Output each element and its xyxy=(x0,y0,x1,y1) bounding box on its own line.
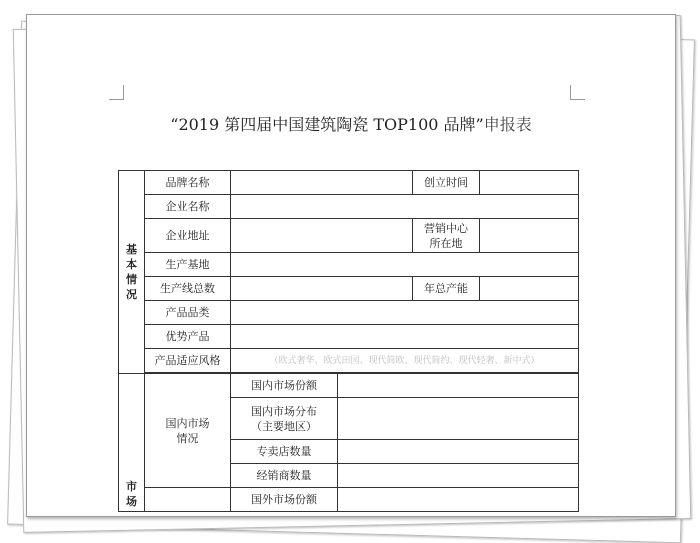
field-brand-name[interactable] xyxy=(231,171,413,195)
styles-hint: （欧式奢华、欧式田园、现代简欧、现代简约、现代轻奢、新中式） xyxy=(269,356,540,366)
label-product-categories: 产品品类 xyxy=(145,301,231,325)
field-founded[interactable] xyxy=(480,171,579,195)
field-domestic-distribution[interactable] xyxy=(338,398,579,440)
label-company-address: 企业地址 xyxy=(145,219,231,253)
crop-mark-top-right xyxy=(570,85,585,100)
field-production-base[interactable] xyxy=(231,253,579,277)
group-label-domestic-text: 国内市场情况 xyxy=(165,416,210,445)
group-label-domestic xyxy=(145,374,231,488)
field-advantage-products[interactable] xyxy=(231,325,579,349)
label-company-name: 企业名称 xyxy=(145,195,231,219)
field-stores[interactable] xyxy=(338,440,579,464)
field-product-categories[interactable] xyxy=(231,301,579,325)
title-suffix: 申报表 xyxy=(483,115,532,134)
section-label-market xyxy=(119,374,145,512)
label-sales-center-text: 营销中心所在地 xyxy=(424,221,468,250)
document-page xyxy=(26,14,676,517)
label-advantage-products: 优势产品 xyxy=(145,325,231,349)
section-label-basic xyxy=(119,171,145,374)
field-product-styles[interactable] xyxy=(231,349,579,373)
label-domestic-distribution xyxy=(231,398,338,440)
label-dealers: 经销商数量 xyxy=(231,464,338,488)
section-label-basic-text: 基本情况 xyxy=(126,243,137,301)
document-title xyxy=(27,112,675,135)
label-stores: 专卖店数量 xyxy=(231,440,338,464)
section-label-market-text: 市场 xyxy=(126,480,137,508)
application-form-table xyxy=(118,170,579,512)
label-founded: 创立时间 xyxy=(413,171,480,195)
field-dealers[interactable] xyxy=(338,464,579,488)
field-production-lines[interactable] xyxy=(231,277,413,301)
label-production-base: 生产基地 xyxy=(145,253,231,277)
label-product-styles: 产品适应风格 xyxy=(145,349,231,373)
crop-mark-top-left xyxy=(109,85,124,100)
field-sales-center[interactable] xyxy=(480,219,579,253)
group-label-overseas-blank xyxy=(145,488,231,512)
label-production-lines: 生产线总数 xyxy=(145,277,231,301)
label-overseas-share: 国外市场份额 xyxy=(231,488,338,512)
label-sales-center xyxy=(413,219,480,253)
field-company-name[interactable] xyxy=(231,195,579,219)
field-company-address[interactable] xyxy=(231,219,413,253)
label-domestic-share: 国内市场份额 xyxy=(231,374,338,398)
label-brand-name: 品牌名称 xyxy=(145,171,231,195)
label-annual-output: 年总产能 xyxy=(413,277,480,301)
field-domestic-share[interactable] xyxy=(338,374,579,398)
label-domestic-distribution-text: 国内市场分布（主要地区） xyxy=(251,404,317,433)
field-overseas-share[interactable] xyxy=(338,488,579,512)
title-main: “2019 第四届中国建筑陶瓷 TOP100 品牌” xyxy=(170,115,484,134)
field-annual-output[interactable] xyxy=(480,277,579,301)
